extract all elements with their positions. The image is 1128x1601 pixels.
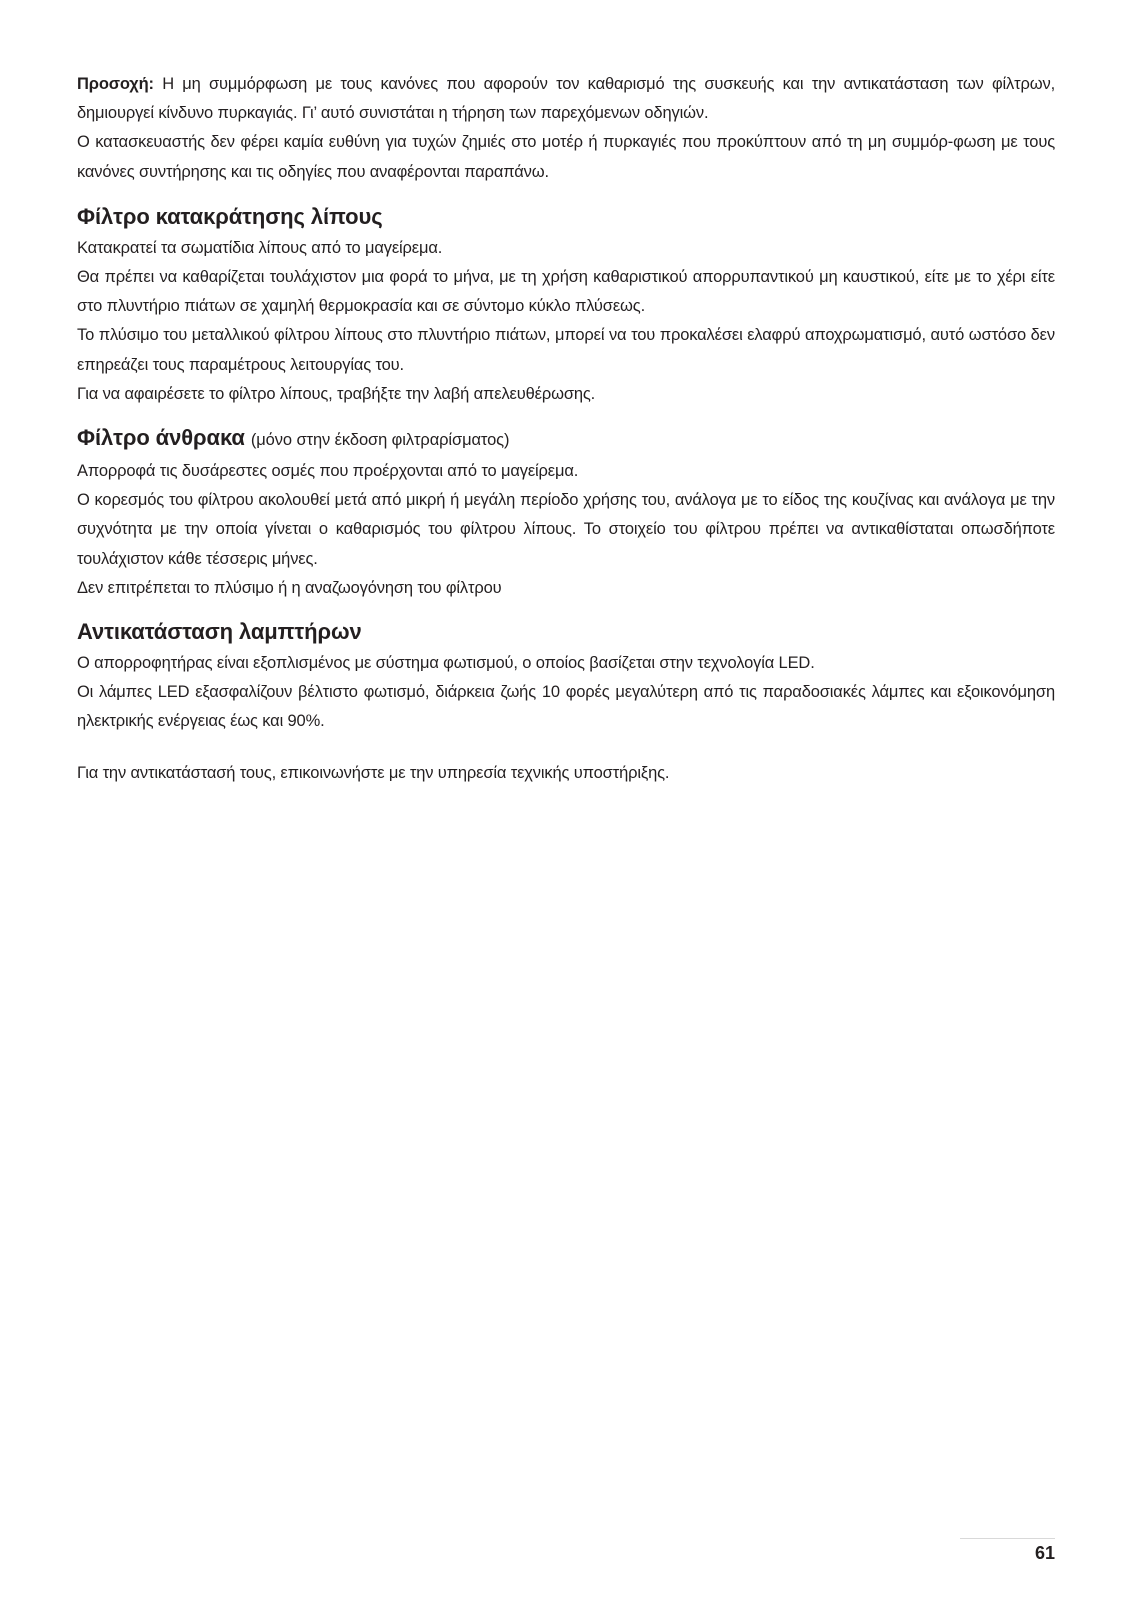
carbon-filter-title-note: (μόνο στην έκδοση φιλτραρίσματος)	[250, 431, 510, 450]
page-content	[77, 70, 1055, 788]
carbon-filter-heading	[77, 421, 1055, 457]
carbon-filter-paragraph: Ο κορεσμός του φίλτρου ακολουθεί μετά από μικρή ή μεγάλη περίοδο χρήσης του, ανάλογα με το είδος της κουζίνας και ανάλογα με την συχνότητα με την οποία γίνεται ο καθαρισμός του φίλτρου λίπους. Το στοιχείο του φίλτρου πρέπει να αντικαθίσταται οπωσδήποτε τουλάχιστον κάθε τέσσερις μήνες.	[77, 491, 1055, 568]
lamp-replacement-contact: Για την αντικατάστασή τους, επικοινωνήστε με την υπηρεσία τεχνικής υποστήριξης.	[77, 763, 670, 782]
lamp-replacement-heading: Αντικατάσταση λαμπτήρων	[77, 619, 362, 645]
grease-filter-paragraph: Το πλύσιμο του μεταλλικού φίλτρου λίπους στο πλυντήριο πιάτων, μπορεί να του προκαλέσει ελαφρύ αποχρωματισμό, αυτό ωστόσο δεν επηρεάζει τους παραμέτρους λειτουργίας του.	[77, 326, 1055, 374]
lamp-replacement-paragraph: Οι λάμπες LED εξασφαλίζουν βέλτιστο φωτισμό, διάρκεια ζωής 10 φορές μεγαλύτερη από τις παραδοσιακές λάμπες και εξοικονόμηση ηλεκτρικής ενέργειας έως και 90%.	[77, 683, 1055, 731]
warning-label: Προσοχή:	[77, 75, 154, 93]
grease-filter-heading: Φίλτρο κατακράτησης λίπους	[77, 203, 383, 229]
liability-paragraph: Ο κατασκευαστής δεν φέρει καμία ευθύνη για τυχών ζημιές στο μοτέρ ή πυρκαγιές που προκύπτουν από τη μη συμμόρ-φωση με τους κανόνες συντήρησης και τις οδηγίες που αναφέρονται παραπάνω.	[77, 133, 1055, 181]
footer-divider	[960, 1538, 1055, 1539]
grease-filter-paragraph: Για να αφαιρέσετε το φίλτρο λίπους, τραβήξτε την λαβή απελευθέρωσης.	[77, 384, 596, 403]
carbon-filter-paragraph: Απορροφά τις δυσάρεστες οσμές που προέρχονται από το μαγείρεμα.	[77, 462, 579, 481]
lamp-replacement-paragraph: Ο απορροφητήρας είναι εξοπλισμένος με σύστημα φωτισμού, ο οποίος βασίζεται στην τεχνολογία LED.	[77, 654, 815, 673]
warning-paragraph	[77, 70, 1055, 128]
grease-filter-paragraph: Θα πρέπει να καθαρίζεται τουλάχιστον μια φορά το μήνα, με τη χρήση καθαριστικού απορρυπαντικού μη καυστικού, είτε με το χέρι είτε στο πλυντήριο πιάτων σε χαμηλή θερμοκρασία και σε σύντομο κύκλο πλύσεως.	[77, 268, 1055, 316]
warning-text: Η μη συμμόρφωση με τους κανόνες που αφορούν τον καθαρισμό της συσκευής και την αντικατάσταση των φίλτρων, δημιουργεί κίνδυνο πυρκαγιάς. Γι’ αυτό συνιστάται η τήρηση των παρεχόμενων οδηγιών.	[77, 75, 1055, 123]
grease-filter-paragraph: Κατακρατεί τα σωματίδια λίπους από το μαγείρεμα.	[77, 238, 443, 257]
carbon-filter-paragraph: Δεν επιτρέπεται το πλύσιμο ή η αναζωογόνηση του φίλτρου	[77, 578, 502, 597]
carbon-filter-title: Φίλτρο άνθρακα	[77, 425, 245, 451]
page-number: 61	[1034, 1543, 1055, 1563]
